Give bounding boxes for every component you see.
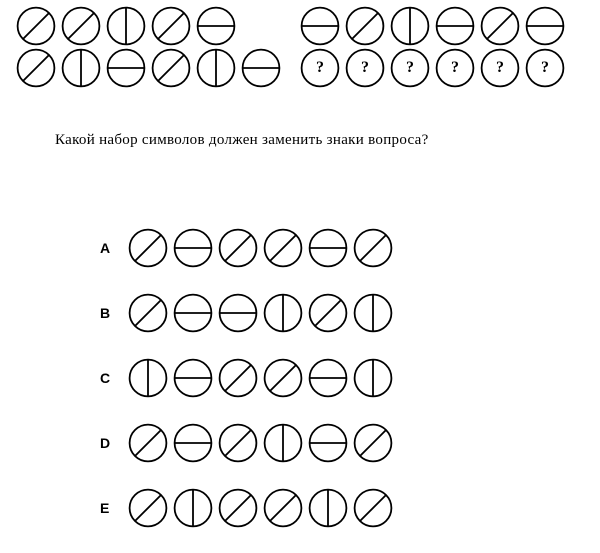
option-label-a: A	[100, 239, 111, 256]
option-symbols-c	[128, 358, 393, 398]
circle-vertical-icon	[106, 6, 146, 46]
circle-slash-icon	[263, 228, 303, 268]
option-symbols-e	[128, 488, 393, 528]
top-matrix	[0, 0, 600, 100]
matrix-right-row-1	[300, 6, 565, 46]
circle-horizontal-icon	[300, 6, 340, 46]
circle-vertical-icon	[353, 358, 393, 398]
question-mark-circle-icon	[435, 48, 475, 88]
circle-slash-icon	[263, 358, 303, 398]
circle-slash-icon	[16, 6, 56, 46]
option-label-c: C	[100, 369, 111, 386]
question-glyph: ?	[541, 59, 549, 76]
circle-slash-icon	[151, 6, 191, 46]
question-glyph: ?	[361, 59, 369, 76]
option-row-a[interactable]	[0, 215, 600, 280]
question-text: Какой набор символов должен заменить знаки вопроса?	[55, 132, 429, 148]
circle-slash-icon	[353, 488, 393, 528]
circle-vertical-icon	[196, 48, 236, 88]
matrix-right-row-2	[300, 48, 565, 88]
circle-vertical-icon	[173, 488, 213, 528]
circle-horizontal-icon	[435, 6, 475, 46]
circle-slash-icon	[353, 423, 393, 463]
circle-horizontal-icon	[308, 423, 348, 463]
circle-vertical-icon	[263, 423, 303, 463]
question-mark-circle-icon	[300, 48, 340, 88]
circle-slash-icon	[480, 6, 520, 46]
matrix-left-row-2	[16, 48, 281, 88]
option-symbols-b	[128, 293, 393, 333]
question-glyph: ?	[496, 59, 504, 76]
option-row-e[interactable]	[0, 475, 600, 540]
circle-horizontal-icon	[196, 6, 236, 46]
circle-horizontal-icon	[173, 423, 213, 463]
circle-slash-icon	[218, 423, 258, 463]
circle-slash-icon	[353, 228, 393, 268]
circle-slash-icon	[218, 228, 258, 268]
circle-vertical-icon	[263, 293, 303, 333]
circle-slash-icon	[345, 6, 385, 46]
question-mark-circle-icon	[390, 48, 430, 88]
circle-vertical-icon	[353, 293, 393, 333]
question-glyph: ?	[406, 59, 414, 76]
circle-horizontal-icon	[173, 228, 213, 268]
circle-slash-icon	[151, 48, 191, 88]
circle-slash-icon	[61, 6, 101, 46]
circle-slash-icon	[128, 488, 168, 528]
circle-slash-icon	[218, 358, 258, 398]
circle-slash-icon	[218, 488, 258, 528]
circle-slash-icon	[128, 423, 168, 463]
circle-slash-icon	[128, 293, 168, 333]
circle-slash-icon	[128, 228, 168, 268]
question-mark-circle-icon	[525, 48, 565, 88]
option-row-d[interactable]	[0, 410, 600, 475]
circle-horizontal-icon	[308, 228, 348, 268]
circle-slash-icon	[16, 48, 56, 88]
circle-horizontal-icon	[308, 358, 348, 398]
circle-horizontal-icon	[173, 293, 213, 333]
circle-horizontal-icon	[173, 358, 213, 398]
option-row-b[interactable]	[0, 280, 600, 345]
question-mark-circle-icon	[480, 48, 520, 88]
option-symbols-a	[128, 228, 393, 268]
circle-horizontal-icon	[106, 48, 146, 88]
answer-options	[0, 215, 600, 540]
circle-horizontal-icon	[525, 6, 565, 46]
circle-horizontal-icon	[241, 48, 281, 88]
option-symbols-d	[128, 423, 393, 463]
matrix-left-row-1	[16, 6, 236, 46]
circle-vertical-icon	[308, 488, 348, 528]
circle-slash-icon	[263, 488, 303, 528]
option-label-e: E	[100, 499, 110, 516]
question-glyph: ?	[316, 59, 324, 76]
circle-horizontal-icon	[218, 293, 258, 333]
circle-slash-icon	[308, 293, 348, 333]
circle-vertical-icon	[390, 6, 430, 46]
option-label-d: D	[100, 434, 111, 451]
question-mark-circle-icon	[345, 48, 385, 88]
option-row-c[interactable]	[0, 345, 600, 410]
circle-vertical-icon	[61, 48, 101, 88]
circle-vertical-icon	[128, 358, 168, 398]
question-glyph: ?	[451, 59, 459, 76]
option-label-b: B	[100, 304, 111, 321]
